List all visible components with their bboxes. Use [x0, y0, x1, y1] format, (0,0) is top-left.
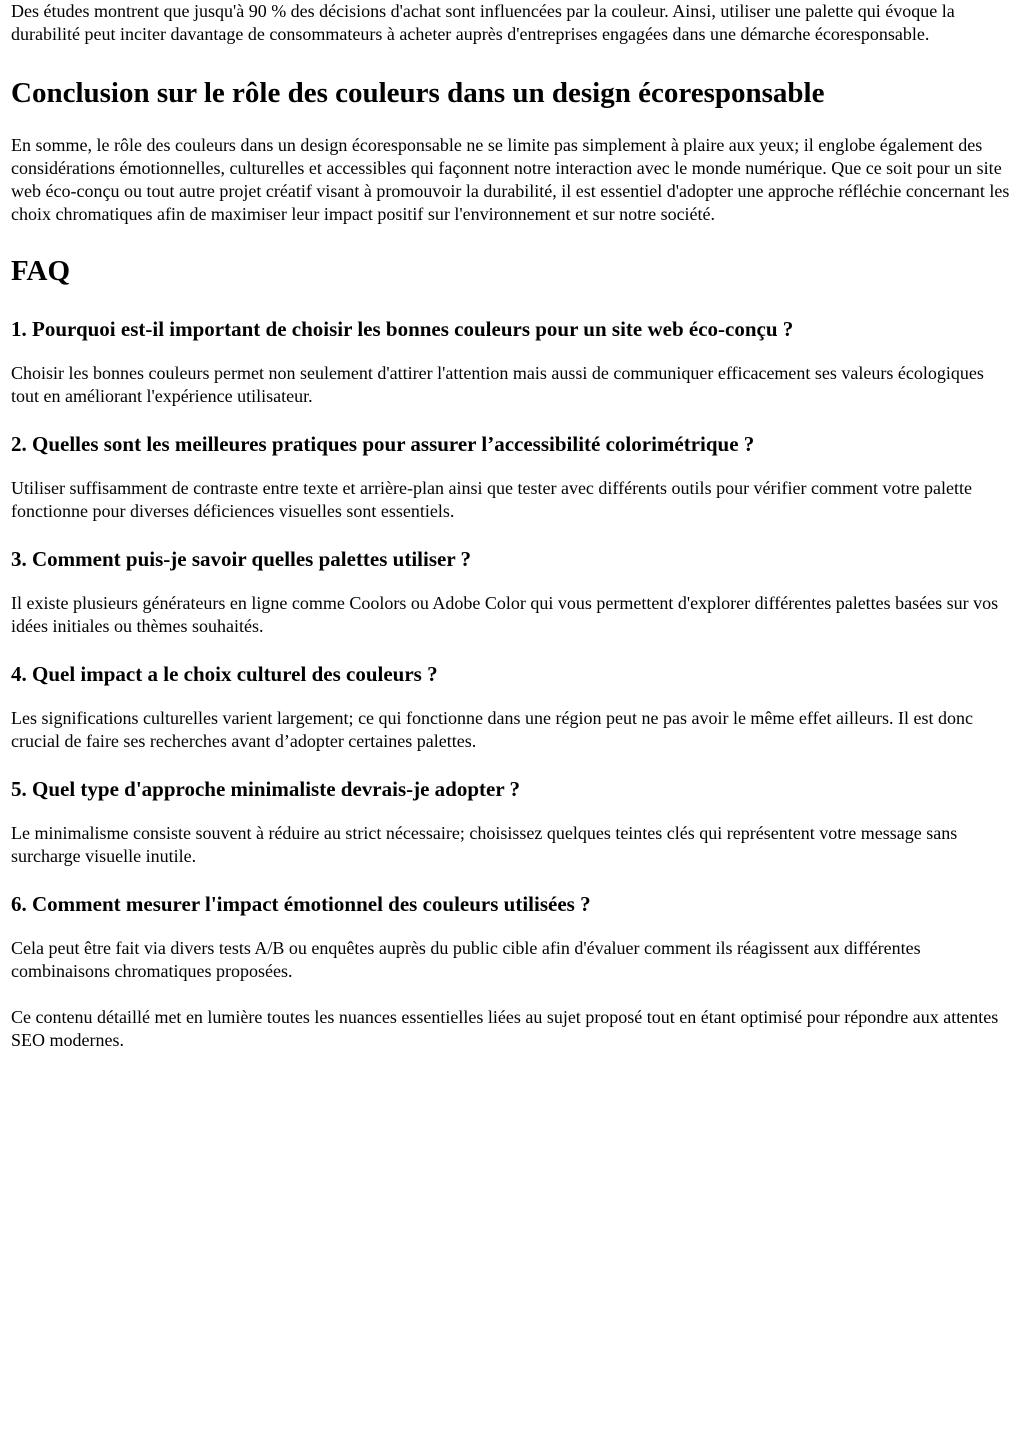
faq-heading: FAQ	[11, 255, 71, 287]
faq-item-6	[11, 891, 1014, 983]
faq-item-4	[11, 661, 1014, 753]
faq-item-1	[11, 316, 1014, 408]
faq-item-2	[11, 431, 1014, 523]
faq-answer: Il existe plusieurs générateurs en ligne comme Coolors ou Adobe Color qui vous permettent d'explorer différentes palettes basées sur vos idées initiales ou thèmes souhaités.	[11, 593, 999, 636]
faq-item-3	[11, 546, 1014, 638]
faq-answer: Les significations culturelles varient largement; ce qui fonctionne dans une région peut ne pas avoir le même effet ailleurs. Il est donc crucial de faire ses recherches avant d’adopter certaines palettes.	[11, 708, 974, 751]
faq-question: 6. Comment mesurer l'impact émotionnel des couleurs utilisées ?	[11, 892, 591, 916]
faq-question: 5. Quel type d'approche minimaliste devrais-je adopter ?	[11, 777, 521, 801]
conclusion-paragraph: En somme, le rôle des couleurs dans un design écoresponsable ne se limite pas simplement à plaire aux yeux; il englobe également des considérations émotionnelles, culturelles et accessibles qui façonnent notre interaction avec le monde numérique. Que ce soit pour un site web éco-conçu ou tout autre projet créatif visant à promouvoir la durabilité, il est essentiel d'adopter une approche réfléchie concernant les choix chromatiques afin de maximiser leur impact positif sur l'environnement et sur notre société.	[11, 135, 1010, 224]
faq-question: 1. Pourquoi est-il important de choisir les bonnes couleurs pour un site web éco-conçu ?	[11, 317, 794, 341]
faq-question: 3. Comment puis-je savoir quelles palettes utiliser ?	[11, 547, 472, 571]
intro-paragraph: Des études montrent que jusqu'à 90 % des décisions d'achat sont influencées par la couleur. Ainsi, utiliser une palette qui évoque la durabilité peut inciter davantage de consommateurs à acheter auprès d'entreprises engagées dans une démarche écoresponsable.	[11, 1, 955, 44]
faq-answer: Cela peut être fait via divers tests A/B ou enquêtes auprès du public cible afin d'évaluer comment ils réagissent aux différentes combinaisons chromatiques proposées.	[11, 938, 921, 981]
faq-question: 4. Quel impact a le choix culturel des couleurs ?	[11, 662, 438, 686]
faq-answer: Utiliser suffisamment de contraste entre texte et arrière-plan ainsi que tester avec différents outils pour vérifier comment votre palette fonctionne pour diverses déficiences visuelles sont essentiels.	[11, 478, 972, 521]
faq-item-5	[11, 776, 1014, 868]
faq-question: 2. Quelles sont les meilleures pratiques pour assurer l’accessibilité colorimétrique ?	[11, 432, 755, 456]
faq-answer: Choisir les bonnes couleurs permet non seulement d'attirer l'attention mais aussi de communiquer efficacement ses valeurs écologiques tout en améliorant l'expérience utilisateur.	[11, 363, 984, 406]
closing-paragraph: Ce contenu détaillé met en lumière toutes les nuances essentielles liées au sujet proposé tout en étant optimisé pour répondre aux attentes SEO modernes.	[11, 1007, 999, 1050]
faq-answer: Le minimalisme consiste souvent à réduire au strict nécessaire; choisissez quelques teintes clés qui représentent votre message sans surcharge visuelle inutile.	[11, 823, 958, 866]
conclusion-heading: Conclusion sur le rôle des couleurs dans un design écoresponsable	[11, 77, 825, 109]
